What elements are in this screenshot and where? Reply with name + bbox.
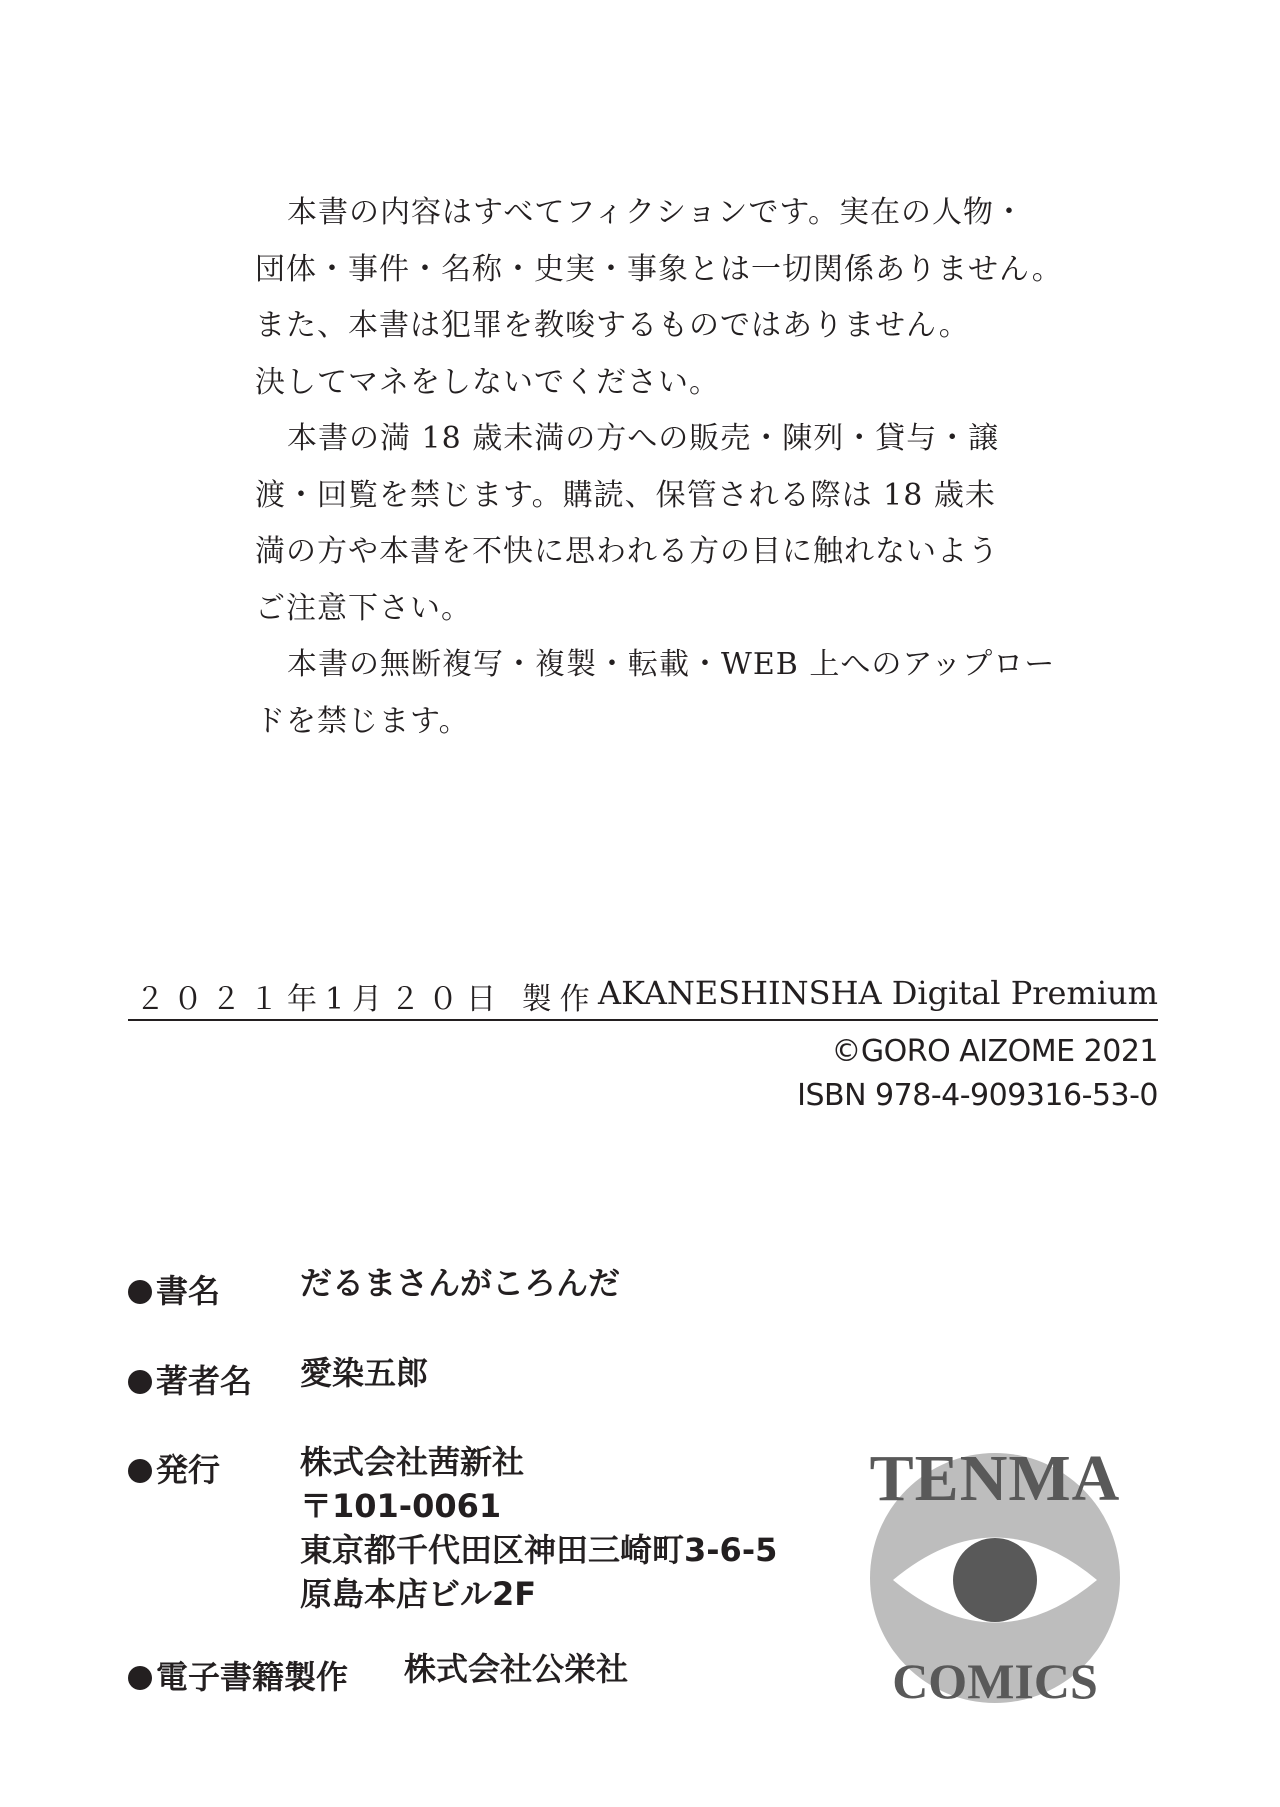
- production-date: ２０２１年1月２０日 製作: [135, 982, 598, 1017]
- colophon-header: [128, 968, 1158, 1020]
- bullet-icon: [128, 1370, 152, 1394]
- isbn-number: ISBN 978-4-909316-53-0: [797, 1078, 1158, 1113]
- info-title-value: だるまさんがころんだ: [300, 1264, 621, 1302]
- info-ebook-key: 電子書籍製作: [128, 1652, 348, 1698]
- notice-line: また、本書は犯罪を教唆するものではありません。: [255, 308, 970, 343]
- info-ebook-value: 株式会社公栄社: [404, 1650, 629, 1688]
- postal-code: 〒101-0061: [300, 1487, 502, 1525]
- info-title-key: 書名: [128, 1266, 220, 1312]
- bullet-icon: [128, 1280, 152, 1304]
- address-building: 原島本店ビル2F: [300, 1575, 537, 1613]
- notice-line: 本書の満 18 歳未満の方への販売・陳列・貸与・譲: [287, 421, 1000, 456]
- info-author-value: 愛染五郎: [300, 1354, 429, 1392]
- notice-line: ドを禁じます。: [255, 703, 470, 739]
- address-line: 東京都千代田区神田三崎町3-6-5: [300, 1531, 778, 1569]
- bullet-icon: [128, 1459, 152, 1483]
- notice-line: ご注意下さい。: [255, 590, 472, 626]
- notice-block: [255, 185, 1063, 750]
- bullet-icon: [128, 1666, 152, 1690]
- info-publisher-key: 発行: [128, 1445, 220, 1491]
- notice-line: 満の方や本書を不快に思われる方の目に触れないよう: [255, 534, 999, 569]
- tenma-comics-logo: [845, 1420, 1145, 1720]
- imprint-label: AKANESHINSHA Digital Premium: [597, 974, 1158, 1012]
- notice-line: 本書の内容はすべてフィクションです。実在の人物・: [287, 195, 1025, 230]
- publisher-name: 株式会社茜新社: [300, 1443, 525, 1481]
- logo-top-text: TENMA: [869, 1442, 1121, 1515]
- notice-line: 決してマネをしないでください。: [255, 364, 720, 400]
- colophon-divider: [128, 1019, 1158, 1021]
- notice-line: 団体・事件・名称・史実・事象とは一切関係ありません。: [255, 251, 1063, 287]
- eye-pupil: [953, 1538, 1037, 1622]
- info-author-key: 著者名: [128, 1356, 252, 1402]
- notice-line: 渡・回覧を禁じます。購読、保管される際は 18 歳未: [255, 477, 996, 513]
- info-publisher-value: [300, 1440, 777, 1616]
- copyright-notice: ©GORO AIZOME 2021: [831, 1034, 1158, 1069]
- notice-line: 本書の無断複写・複製・転載・WEB 上へのアップロー: [287, 647, 1056, 682]
- logo-bottom-text: COMICS: [892, 1653, 1098, 1709]
